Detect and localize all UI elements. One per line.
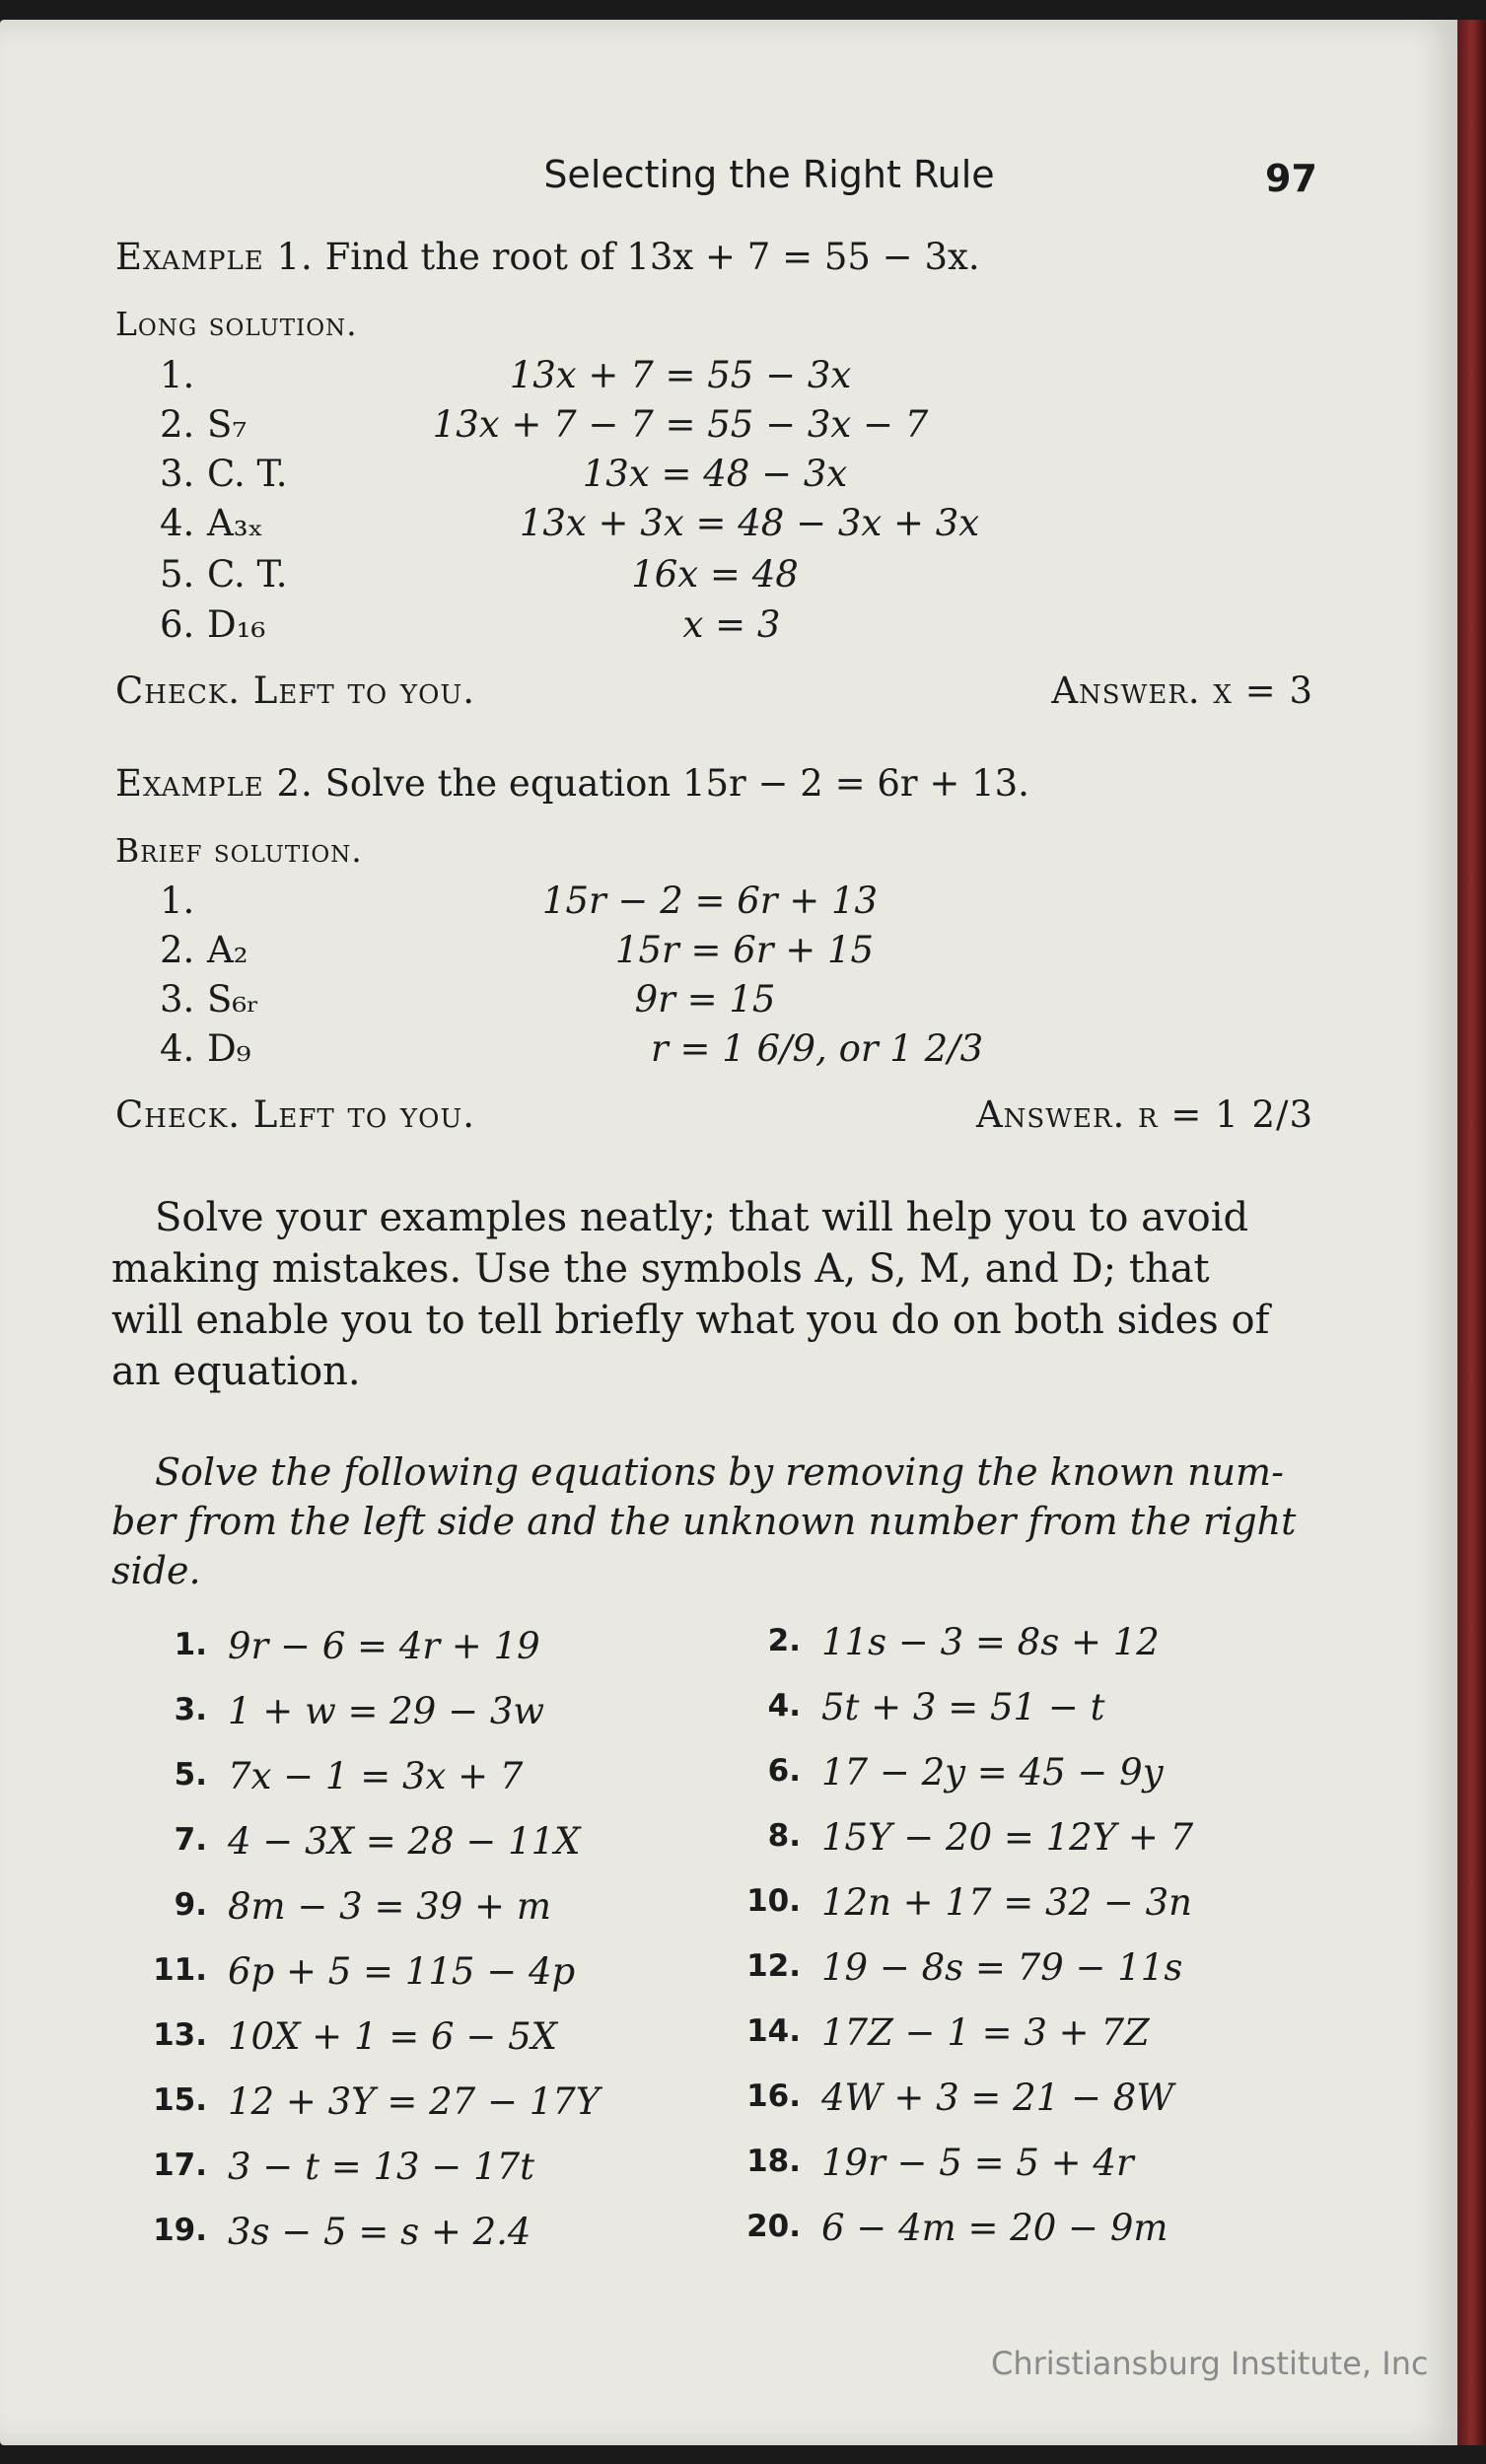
example-1-solution-label: Long solution. (115, 305, 358, 343)
instructions-line-1: Solve the following equations by removing the known num- (155, 1450, 1284, 1494)
exercise-eq: 7x − 1 = 3x + 7 (228, 1755, 524, 1797)
exercise-num: 4. (767, 1688, 801, 1724)
page-title: Selecting the Right Rule (543, 153, 995, 196)
exercise-num: 3. (174, 1692, 207, 1727)
ex1-step-eq-6: x = 3 (682, 603, 781, 646)
ex2-step-eq-1: 15r − 2 = 6r + 13 (541, 880, 879, 922)
ex2-step-num-4: 4. (160, 1027, 195, 1070)
paragraph-line-4: an equation. (111, 1349, 361, 1394)
example-1-label: Example 1. (115, 236, 314, 278)
ex1-step-num-4: 4. (160, 502, 195, 544)
exercise-num: 13. (153, 2017, 207, 2053)
ex2-step-op-2: A₂ (207, 929, 248, 971)
paragraph-line-1: Solve your examples neatly; that will help you to avoid (155, 1195, 1249, 1240)
exercise-eq: 4W + 3 = 21 − 8W (821, 2077, 1174, 2119)
exercise-num: 9. (174, 1887, 207, 1923)
ex1-step-op-2: S₇ (207, 403, 248, 446)
exercise-eq: 19r − 5 = 5 + 4r (821, 2142, 1134, 2184)
example-2-heading (115, 762, 1029, 805)
exercise-num: 1. (174, 1627, 207, 1662)
ex1-step-num-5: 5. (160, 553, 195, 596)
book-edge (1457, 20, 1486, 2445)
exercise-num: 14. (746, 2013, 801, 2049)
example-1-answer: Answer. x = 3 (1051, 669, 1313, 712)
ex1-step-eq-3: 13x = 48 − 3x (582, 453, 848, 495)
ex2-step-num-1: 1. (160, 880, 195, 922)
exercise-num: 2. (767, 1623, 801, 1658)
example-1-check: Check. Left to you. (115, 669, 476, 712)
exercise-eq: 12 + 3Y = 27 − 17Y (228, 2080, 601, 2123)
ex1-step-eq-4: 13x + 3x = 48 − 3x + 3x (519, 502, 980, 544)
example-2-check: Check. Left to you. (115, 1093, 476, 1136)
paragraph-line-3: will enable you to tell briefly what you do on both sides of (111, 1298, 1270, 1343)
ex1-step-num-6: 6. (160, 603, 195, 646)
exercise-eq: 17Z − 1 = 3 + 7Z (821, 2011, 1150, 2054)
exercise-num: 17. (153, 2147, 207, 2183)
example-1-prompt: Find the root of 13x + 7 = 55 − 3x. (324, 236, 980, 278)
example-2-prompt: Solve the equation 15r − 2 = 6r + 13. (324, 762, 1029, 805)
exercise-eq: 6 − 4m = 20 − 9m (821, 2207, 1168, 2249)
exercise-eq: 5t + 3 = 51 − t (821, 1686, 1105, 1728)
exercise-eq: 4 − 3X = 28 − 11X (228, 1820, 581, 1863)
exercise-num: 5. (174, 1757, 207, 1793)
exercise-eq: 10X + 1 = 6 − 5X (228, 2015, 557, 2058)
exercise-num: 18. (746, 2144, 801, 2179)
instructions-line-3: side. (111, 1549, 201, 1592)
exercise-eq: 9r − 6 = 4r + 19 (228, 1625, 540, 1667)
example-2-answer: Answer. r = 1 2/3 (975, 1093, 1313, 1136)
exercise-eq: 3s − 5 = s + 2.4 (228, 2211, 531, 2253)
exercise-eq: 1 + w = 29 − 3w (228, 1690, 545, 1732)
ex1-step-eq-5: 16x = 48 (631, 553, 799, 596)
ex1-step-op-4: A₃ₓ (207, 502, 264, 544)
exercise-eq: 12n + 17 = 32 − 3n (821, 1881, 1193, 1924)
exercise-eq: 8m − 3 = 39 + m (228, 1885, 551, 1928)
instructions-line-2: ber from the left side and the unknown number from the right (111, 1500, 1297, 1543)
ex2-step-eq-3: 9r = 15 (634, 978, 776, 1021)
exercise-num: 11. (153, 1952, 207, 1988)
example-1-heading (115, 236, 980, 278)
exercise-eq: 15Y − 20 = 12Y + 7 (821, 1816, 1194, 1859)
ex2-step-num-2: 2. (160, 929, 195, 971)
ex2-step-op-4: D₉ (207, 1027, 251, 1070)
ex2-step-num-3: 3. (160, 978, 195, 1021)
exercise-eq: 6p + 5 = 115 − 4p (228, 1950, 576, 1993)
exercise-num: 15. (153, 2082, 207, 2118)
ex1-step-op-3: C. T. (207, 453, 288, 495)
watermark: Christiansburg Institute, Inc (991, 2345, 1429, 2382)
ex1-step-eq-2: 13x + 7 − 7 = 55 − 3x − 7 (432, 403, 929, 446)
ex2-step-eq-4: r = 1 6/9, or 1 2/3 (651, 1027, 984, 1070)
exercise-eq: 3 − t = 13 − 17t (228, 2146, 535, 2188)
example-2-solution-label: Brief solution. (115, 831, 363, 870)
exercise-num: 20. (746, 2209, 801, 2244)
exercise-num: 7. (174, 1822, 207, 1858)
ex1-step-num-2: 2. (160, 403, 195, 446)
paragraph-line-2: making mistakes. Use the symbols A, S, M, and D; that (111, 1246, 1210, 1292)
ex1-step-eq-1: 13x + 7 = 55 − 3x (509, 354, 852, 396)
exercise-num: 10. (746, 1883, 801, 1919)
ex1-step-num-1: 1. (160, 354, 195, 396)
exercise-num: 6. (767, 1753, 801, 1789)
page-number: 97 (1265, 157, 1317, 200)
ex1-step-num-3: 3. (160, 453, 195, 495)
example-2-label: Example 2. (115, 762, 314, 805)
exercise-num: 16. (746, 2078, 801, 2114)
ex1-step-op-5: C. T. (207, 553, 288, 596)
exercise-eq: 17 − 2y = 45 − 9y (821, 1751, 1164, 1794)
ex2-step-op-3: S₆ᵣ (207, 978, 260, 1021)
ex1-step-op-6: D₁₆ (207, 603, 266, 646)
exercise-num: 12. (746, 1948, 801, 1984)
exercise-num: 8. (767, 1818, 801, 1854)
exercise-eq: 11s − 3 = 8s + 12 (821, 1621, 1160, 1663)
exercise-eq: 19 − 8s = 79 − 11s (821, 1946, 1183, 1989)
exercise-num: 19. (153, 2213, 207, 2248)
ex2-step-eq-2: 15r = 6r + 15 (614, 929, 875, 971)
